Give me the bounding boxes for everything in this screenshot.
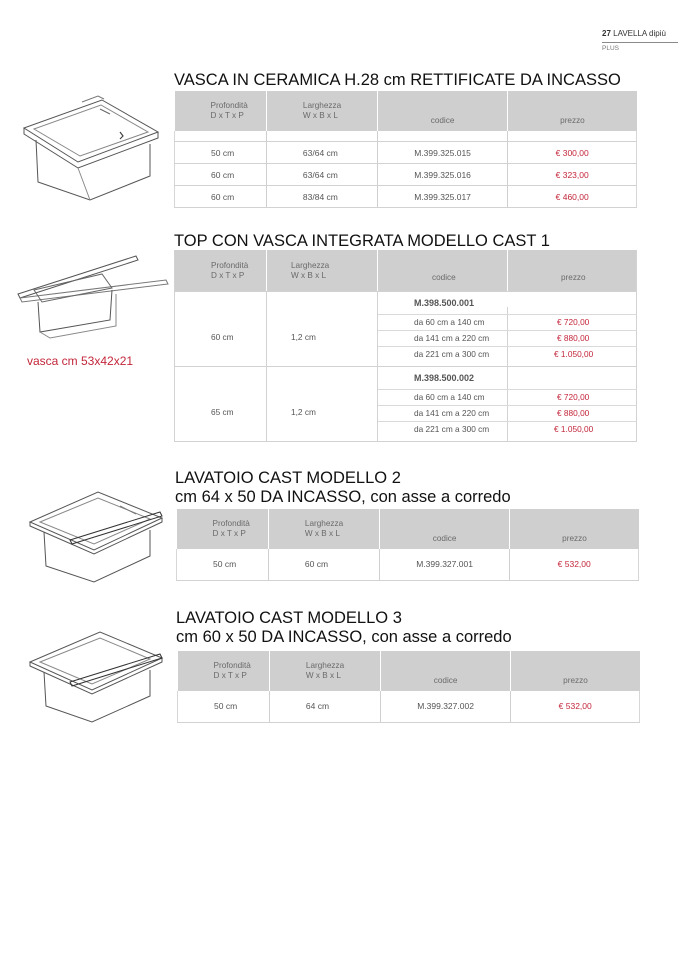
col-code-header: codice (377, 91, 508, 131)
section-subtitle: cm 64 x 50 DA INCASSO, con asse a corredo (175, 488, 511, 506)
col-width-header: Larghezza W x B x L (268, 509, 379, 549)
header-divider (602, 42, 678, 43)
table-row: 50 cm 63/64 cm M.399.325.015 € 300,00 (175, 142, 637, 164)
table-row: 60 cm 63/64 cm M.399.325.016 € 323,00 (175, 164, 637, 186)
brand-name: LAVELLA dipiù (613, 29, 666, 38)
col-depth-header: Profondità D x T x P (177, 509, 269, 549)
cast3-tub-illustration (28, 628, 166, 724)
section-subtitle: cm 60 x 50 DA INCASSO, con asse a corredo (176, 628, 512, 646)
price-table (174, 91, 637, 208)
cast1-top-illustration (16, 254, 172, 340)
price-table: Profondità D x T x P Larghezza W x B x L codice prezzo 60 cm 1,2 cm M.398.500.001 da 60 cm a 140 cm € 720,00 da 141 cm a 220 cm € 880,00 da 221 cm a 300 cm € 1.050,00 65 cm 1,2 cm M.398.500.002 da 60 cm a 140 cm € 720,00 da 141 cm a 220 cm € 880,00 da 221 cm a 300 cm € 1.050,00 (174, 250, 637, 442)
col-price-header: prezzo (511, 651, 640, 691)
col-price-header: prezzo (510, 509, 639, 549)
section-title: TOP CON VASCA INTEGRATA MODELLO CAST 1 (174, 232, 550, 250)
table-row: 50 cm 60 cm M.399.327.001 € 532,00 (177, 549, 639, 580)
col-price-header: prezzo (508, 91, 637, 131)
col-code-header: codice (380, 651, 511, 691)
section-title: LAVATOIO CAST MODELLO 2 (175, 469, 401, 487)
ceramic-sink-illustration (20, 92, 162, 204)
page-number: 27 (602, 29, 611, 38)
table-row-group: 60 cm 1,2 cm M.398.500.001 da 60 cm a 140 cm € 720,00 da 141 cm a 220 cm € 880,00 da 221 cm a 300 cm € 1.050,00 (175, 291, 636, 366)
col-width-header: Larghezza W x B x L (269, 651, 380, 691)
header-subtitle: PLUS (602, 45, 619, 52)
price-table (176, 509, 639, 581)
price-table (177, 651, 640, 723)
section-title: VASCA IN CERAMICA H.28 cm RETTIFICATE DA INCASSO (174, 71, 621, 89)
col-depth-header: Profondità D x T x P (175, 91, 267, 131)
col-width-header: Larghezza W x B x L (266, 91, 377, 131)
table-row: 60 cm 83/84 cm M.399.325.017 € 460,00 (175, 186, 637, 208)
col-code-header: codice (379, 509, 510, 549)
section-title: LAVATOIO CAST MODELLO 3 (176, 609, 402, 627)
tub-size-note: vasca cm 53x42x21 (27, 354, 134, 368)
page-header (602, 29, 666, 38)
col-depth-header: Profondità D x T x P (178, 651, 270, 691)
table-row: 50 cm 64 cm M.399.327.002 € 532,00 (178, 691, 640, 722)
table-row-group: 65 cm 1,2 cm M.398.500.002 da 60 cm a 140 cm € 720,00 da 141 cm a 220 cm € 880,00 da 221 cm a 300 cm € 1.050,00 (175, 366, 636, 441)
cast2-tub-illustration (28, 488, 166, 584)
